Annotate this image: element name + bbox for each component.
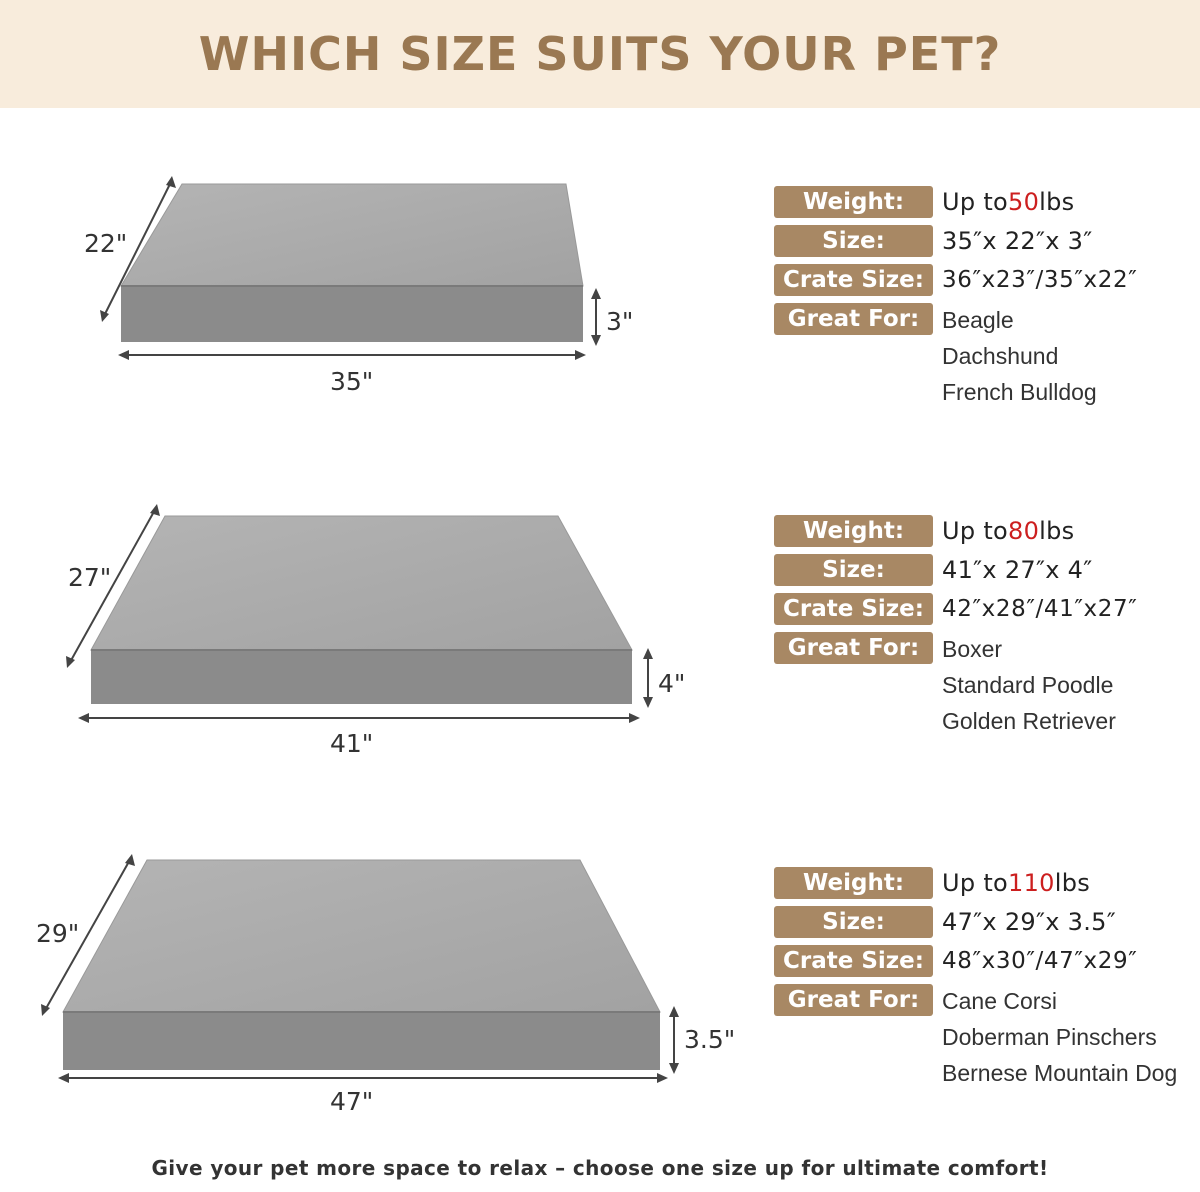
size-value: 47″x 29″x 3.5″ — [942, 908, 1117, 936]
crate-label: Crate Size: — [774, 945, 933, 977]
weight-value: Up to 80 lbs — [942, 517, 1075, 545]
depth-label: 22" — [84, 229, 128, 258]
breed-item: Golden Retriever — [942, 708, 1116, 734]
width-label: 41" — [330, 729, 374, 758]
crate-value: 36″x23″/35″x22″ — [942, 267, 1138, 293]
width-label: 47" — [330, 1087, 374, 1116]
size-row — [774, 905, 1200, 944]
header-banner — [0, 0, 1200, 108]
bed-side — [91, 650, 632, 704]
size-label: Size: — [774, 554, 933, 586]
size-row — [774, 224, 1200, 263]
great-for-label: Great For: — [774, 303, 933, 335]
bed-illustration-medium — [0, 500, 760, 760]
weight-row — [774, 514, 1200, 553]
weight-row — [774, 866, 1200, 905]
page-title: WHICH SIZE SUITS YOUR PET? — [198, 27, 1002, 81]
breed-list — [942, 302, 1097, 410]
spec-panel-medium — [774, 514, 1200, 734]
great-for-row — [774, 983, 1200, 1086]
weight-label: Weight: — [774, 515, 933, 547]
breed-list — [942, 983, 1177, 1091]
bed-side — [63, 1012, 660, 1070]
crate-row — [774, 592, 1200, 631]
size-value: 35″x 22″x 3″ — [942, 227, 1093, 255]
height-label: 3" — [606, 307, 634, 336]
height-label: 4" — [658, 669, 686, 698]
bed-top — [91, 516, 632, 650]
bed-side — [121, 286, 583, 342]
breed-item: Bernese Mountain Dog — [942, 1060, 1178, 1086]
breed-item: Cane Corsi — [942, 988, 1058, 1014]
great-for-label: Great For: — [774, 984, 933, 1016]
breed-item: French Bulldog — [942, 379, 1097, 405]
great-for-row — [774, 302, 1200, 405]
size-label: Size: — [774, 225, 933, 257]
weight-row — [774, 185, 1200, 224]
size-row — [774, 553, 1200, 592]
crate-row — [774, 263, 1200, 302]
breed-item: Beagle — [942, 307, 1014, 333]
breed-item: Standard Poodle — [942, 672, 1114, 698]
spec-panel-large — [774, 866, 1200, 1086]
crate-value: 42″x28″/41″x27″ — [942, 596, 1138, 622]
depth-label: 27" — [68, 563, 112, 592]
weight-value: Up to 50 lbs — [942, 188, 1075, 216]
breed-item: Dachshund — [942, 343, 1059, 369]
crate-row — [774, 944, 1200, 983]
bed-illustration-small — [0, 160, 760, 400]
crate-value: 48″x30″/47″x29″ — [942, 948, 1138, 974]
great-for-label: Great For: — [774, 632, 933, 664]
bed-top — [63, 860, 660, 1012]
bed-top — [121, 184, 583, 286]
spec-panel-small — [774, 185, 1200, 405]
great-for-row — [774, 631, 1200, 734]
breed-item: Doberman Pinschers — [942, 1024, 1157, 1050]
weight-value: Up to 110 lbs — [942, 869, 1091, 897]
height-label: 3.5" — [684, 1025, 736, 1054]
crate-label: Crate Size: — [774, 593, 933, 625]
bed-illustration-large — [0, 850, 760, 1120]
width-label: 35" — [330, 367, 374, 396]
crate-label: Crate Size: — [774, 264, 933, 296]
breed-item: Boxer — [942, 636, 1003, 662]
depth-label: 29" — [36, 919, 80, 948]
weight-label: Weight: — [774, 867, 933, 899]
size-label: Size: — [774, 906, 933, 938]
weight-label: Weight: — [774, 186, 933, 218]
footer-tagline: Give your pet more space to relax – choose one size up for ultimate comfort! — [151, 1156, 1049, 1180]
size-value: 41″x 27″x 4″ — [942, 556, 1093, 584]
breed-list — [942, 631, 1116, 739]
